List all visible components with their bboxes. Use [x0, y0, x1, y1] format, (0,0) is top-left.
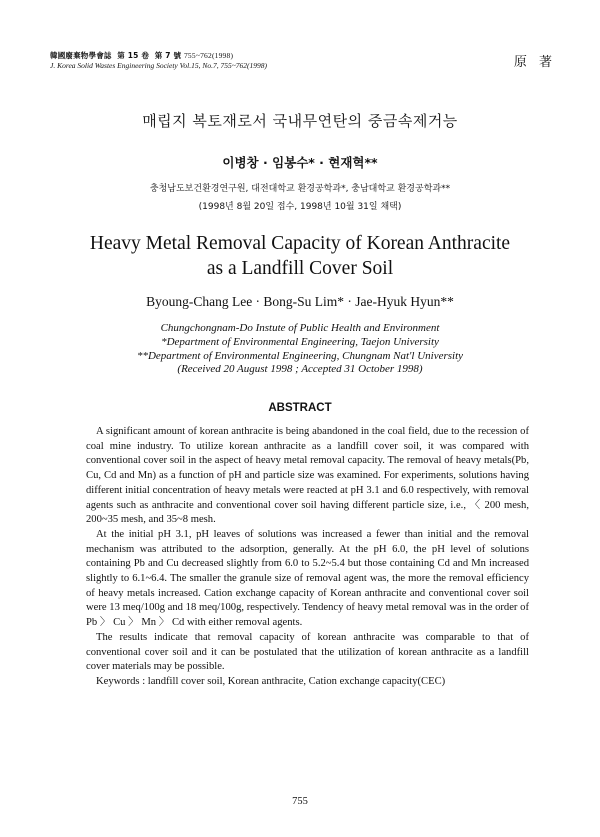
- journal-volume: 第 15 卷: [117, 51, 150, 60]
- journal-korean-name: 韓國廢棄物學會誌: [50, 51, 112, 60]
- english-title: [0, 231, 600, 281]
- affiliation-line: **Department of Environmental Engineering, Chungnam Nat'l University: [136, 349, 464, 362]
- korean-received-dates: (1998년 8월 20일 접수, 1998년 10월 31일 채택): [198, 202, 402, 212]
- english-title-line-2: as a Landfill Cover Soil: [206, 258, 394, 279]
- journal-header: [50, 50, 470, 71]
- page-number: 755: [292, 796, 308, 807]
- abstract-paragraph: A significant amount of korean anthracite is being abandoned in the coal field, due to the recession of coal mine industry. To utilize korean anthracite as a landfill cover soil, it was compared with conventional cover soil in the aspect of heavy metal removal capacity. The removal of heavy metals(Pb, Cu, Cd and Mn) as a function of pH and particle size was examined. For experiments, solutions having different initial concentration of heavy metals were reacted at pH 3.1 and 6.0 respectively, with removal agents such as anthracite and conventional cover soil having different particle size, i.e., 〈 200 mesh, 200~35 mesh, and 35~8 mesh.: [86, 426, 529, 526]
- abstract-paragraph: At the initial pH 3.1, pH leaves of solutions was increased a fewer than initial and the removal mechanism was attributed to the adsorption, generally. At the pH 6.0, the pH level of solutions containing Pb and Cu decreased slightly from 6.0 to 5.2~5.4 but those containing Cd and Mn increased slightly to 6.1~6.4. The smaller the granule size of removal agent was, the more the removal efficiency of heavy metals increased. Cation exchange capacity of Korean anthracite and conventional cover soil were 13 meq/100g and 18 meq/100g, respectively. Tendency of heavy metal removal was in the order of Pb 〉 Cu 〉 Mn 〉 Cd with either removal agents.: [86, 528, 529, 629]
- korean-title: 매립지 복토재로서 국내무연탄의 중금속제거능: [142, 112, 458, 130]
- abstract-body: [86, 425, 529, 690]
- english-title-line-1: Heavy Metal Removal Capacity of Korean Anthracite: [89, 233, 511, 254]
- korean-affiliations: 충청남도보건환경연구원, 대전대학교 환경공학과*, 충남대학교 환경공학과**: [149, 184, 451, 194]
- korean-authors: 이병창 · 임봉수* · 현재혁**: [222, 155, 378, 170]
- keywords: Keywords : landfill cover soil, Korean anthracite, Cation exchange capacity(CEC): [96, 675, 446, 687]
- english-affiliations: [0, 322, 600, 377]
- article-type-label: 原 著: [513, 55, 556, 70]
- affiliation-line: *Department of Environmental Engineering, Taejon University: [161, 335, 439, 348]
- received-accepted-dates: (Received 20 August 1998 ; Accepted 31 October 1998): [177, 363, 423, 376]
- abstract-paragraph: The results indicate that removal capacity of korean anthracite was comparable to that of conventional cover soil and it can be postulated that the utilization of korean anthracite as a landfill cover materials may be possible.: [86, 631, 529, 673]
- journal-issue: 第 7 號: [154, 51, 182, 60]
- journal-citation-english: J. Korea Solid Wastes Engineering Society Vol.15, No.7, 755~762(1998): [50, 61, 268, 70]
- abstract-heading: ABSTRACT: [268, 402, 332, 414]
- english-authors: Byoung-Chang Lee · Bong-Su Lim* · Jae-Hyuk Hyun**: [146, 294, 454, 309]
- journal-citation-korean: [50, 50, 470, 61]
- affiliation-line: Chungchongnam-Do Instute of Public Health and Environment: [160, 322, 440, 334]
- journal-pages: 755~762(1998): [183, 51, 234, 60]
